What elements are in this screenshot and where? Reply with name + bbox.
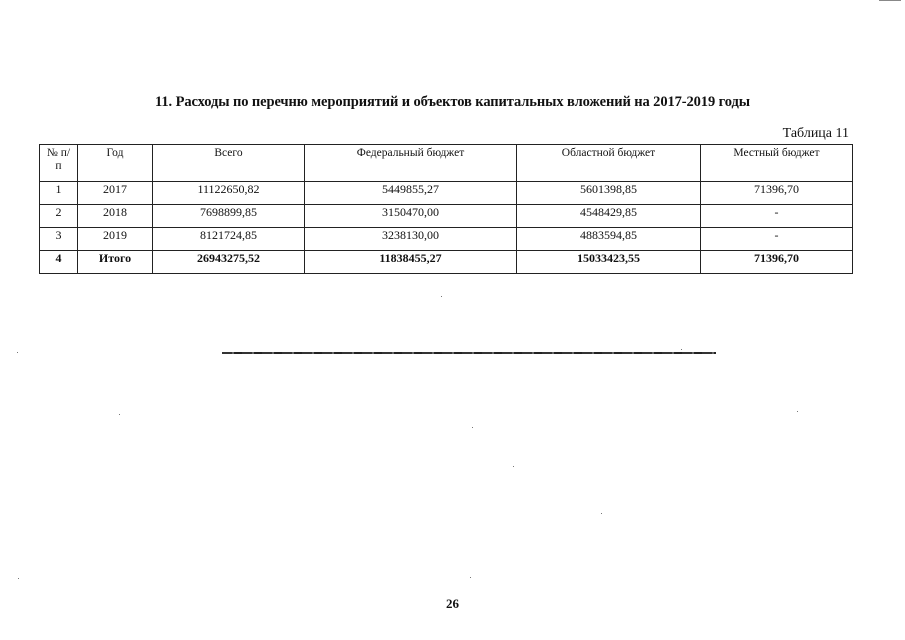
cell-total: 26943275,52: [153, 251, 305, 274]
cell-total: 7698899,85: [153, 205, 305, 228]
cell-local: -: [701, 228, 853, 251]
scan-speck: [470, 577, 471, 578]
cell-local: -: [701, 205, 853, 228]
table-caption: Таблица 11: [782, 126, 849, 141]
cell-federal: 3150470,00: [305, 205, 517, 228]
scan-speck: [681, 349, 682, 350]
scan-speck: [17, 352, 18, 353]
header-regional: Областной бюджет: [517, 145, 701, 182]
horizontal-divider: [222, 352, 716, 354]
table-total-row: [40, 251, 853, 274]
cell-total: 11122650,82: [153, 182, 305, 205]
scan-speck: [472, 427, 473, 428]
cell-federal: 3238130,00: [305, 228, 517, 251]
scan-speck: [119, 414, 120, 415]
table-row: [40, 205, 853, 228]
cell-regional: 15033423,55: [517, 251, 701, 274]
cell-year: 2017: [78, 182, 153, 205]
scan-speck: [513, 466, 514, 467]
header-number: № п/п: [40, 145, 78, 182]
cell-number: 4: [40, 251, 78, 274]
cell-year: 2018: [78, 205, 153, 228]
cell-federal: 5449855,27: [305, 182, 517, 205]
header-local: Местный бюджет: [701, 145, 853, 182]
cell-year: 2019: [78, 228, 153, 251]
header-federal: Федеральный бюджет: [305, 145, 517, 182]
cell-regional: 5601398,85: [517, 182, 701, 205]
cell-regional: 4883594,85: [517, 228, 701, 251]
cell-number: 3: [40, 228, 78, 251]
expenses-table: [39, 144, 853, 274]
page-number: 26: [446, 596, 459, 611]
table-header-row: [40, 145, 853, 182]
scan-corner-mark: [879, 0, 901, 1]
header-year: Год: [78, 145, 153, 182]
cell-local: 71396,70: [701, 251, 853, 274]
document-title: 11. Расходы по перечню мероприятий и объектов капитальных вложений на 2017-2019 годы: [155, 94, 750, 110]
cell-number: 2: [40, 205, 78, 228]
cell-number: 1: [40, 182, 78, 205]
cell-regional: 4548429,85: [517, 205, 701, 228]
table-row: [40, 228, 853, 251]
scan-speck: [601, 513, 602, 514]
scan-speck: [18, 578, 19, 579]
table-row: [40, 182, 853, 205]
scan-speck: [797, 411, 798, 412]
cell-year: Итого: [78, 251, 153, 274]
cell-local: 71396,70: [701, 182, 853, 205]
scan-speck: [441, 296, 442, 297]
cell-federal: 11838455,27: [305, 251, 517, 274]
header-total: Всего: [153, 145, 305, 182]
cell-total: 8121724,85: [153, 228, 305, 251]
